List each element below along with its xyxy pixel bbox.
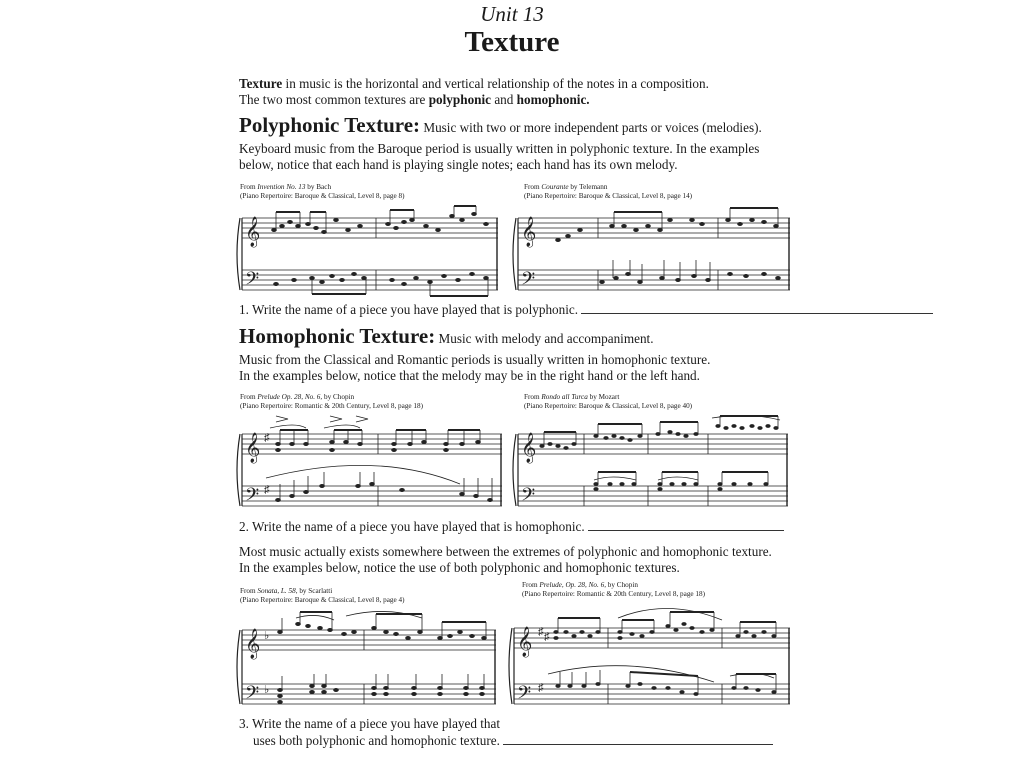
answer-line-2[interactable] [588,529,784,531]
polyphonic-definition: Music with two or more independent parts or voices (melodies). [420,120,762,135]
mixed-body-line2: In the examples below, notice the use of both polyphonic and homophonic textures. [239,560,680,575]
excerpt-caption: From Prelude Op. 28, No. 6, by Chopin [240,393,355,401]
question-2 [239,519,784,535]
homophonic-heading [239,324,654,349]
question-2-text: 2. Write the name of a piece you have played that is homophonic. [239,519,585,534]
svg-text:♭: ♭ [264,684,270,696]
question-3-line2: uses both polyphonic and homophonic texture. [253,733,500,748]
svg-text:𝄞: 𝄞 [245,433,261,462]
excerpt-caption: From Courante by Telemann [524,183,608,191]
question-3-line1: 3. Write the name of a piece you have played that [239,716,501,731]
excerpt-source: (Piano Repertoire: Baroque & Classical, Level 8, page 8) [240,192,405,200]
svg-text:𝄢: 𝄢 [517,682,532,707]
question-1-text: 1. Write the name of a piece you have played that is polyphonic. [239,302,579,317]
svg-text:♯: ♯ [264,484,270,496]
svg-text:𝄞: 𝄞 [517,627,533,656]
excerpt-bach [240,183,404,201]
polyphonic-heading-title: Polyphonic Texture: [239,113,421,137]
excerpt-source: (Piano Repertoire: Baroque & Classical, Level 8, page 14) [524,192,693,200]
excerpt-source: (Piano Repertoire: Romantic & 20th Century, Level 8, page 18) [240,402,423,410]
svg-text:𝄢: 𝄢 [245,484,260,509]
polyphonic-body [239,141,799,173]
excerpt-chopin-2 [522,581,705,599]
answer-line-1[interactable] [581,312,933,314]
score-chopin-2 [508,602,792,714]
polyphonic-body-line1: Keyboard music from the Baroque period is usually written in polyphonic texture. In the examples [239,141,760,156]
excerpt-caption: From Prelude, Op. 28, No. 6, by Chopin [522,581,638,589]
homophonic-body [239,352,799,384]
intro-and: and [491,92,517,107]
excerpt-source: (Piano Repertoire: Romantic & 20th Century, Level 8, page 18) [522,590,705,598]
svg-text:𝄞: 𝄞 [245,629,261,658]
svg-text:♭: ♭ [264,630,270,642]
unit-label: Unit 13 [480,2,544,26]
intro-paragraph [239,76,799,108]
homophonic-definition: Music with melody and accompaniment. [435,331,654,346]
intro-lead: Texture [239,76,283,91]
excerpt-source: (Piano Repertoire: Baroque & Classical, Level 8, page 40) [524,402,693,410]
score-mozart [512,414,790,514]
svg-text:♯: ♯ [544,631,550,643]
excerpt-scarlatti [240,587,404,605]
page-title: Texture [464,26,560,58]
svg-text:𝄢: 𝄢 [521,484,536,509]
score-chopin-1 [236,414,504,514]
svg-text:♯: ♯ [538,626,544,638]
excerpt-caption: From Sonata, L. 58, by Scarlatti [240,587,333,595]
svg-text:𝄢: 𝄢 [245,682,260,707]
excerpt-mozart [524,393,692,411]
polyphonic-body-line2: below, notice that each hand is playing single notes; each hand has its own melody. [239,157,678,172]
question-3 [239,715,773,749]
score-bach [236,208,500,300]
mixed-body [239,544,799,576]
excerpt-telemann [524,183,692,201]
intro-line2: The two most common textures are [239,92,429,107]
intro-line1: in music is the horizontal and vertical relationship of the notes in a composition. [282,76,709,91]
svg-text:𝄞: 𝄞 [245,217,261,246]
svg-text:𝄞: 𝄞 [521,433,537,462]
svg-text:𝄢: 𝄢 [245,268,260,293]
score-telemann [512,208,792,300]
question-1 [239,302,933,318]
intro-homophonic-word: homophonic. [516,92,590,107]
excerpt-caption: From Invention No. 13 by Bach [240,183,332,191]
svg-text:♯: ♯ [538,682,544,694]
excerpt-caption: From Rondo all Turca by Mozart [524,393,620,401]
homophonic-heading-title: Homophonic Texture: [239,324,436,348]
svg-text:𝄞: 𝄞 [521,217,537,246]
mixed-body-line1: Most music actually exists somewhere between the extremes of polyphonic and homophonic texture. [239,544,772,559]
excerpt-source: (Piano Repertoire: Baroque & Classical, Level 8, page 4) [240,596,405,604]
homophonic-body-line2: In the examples below, notice that the melody may be in the right hand or the left hand. [239,368,700,383]
polyphonic-heading [239,113,762,138]
intro-polyphonic-word: polyphonic [428,92,492,107]
score-scarlatti [236,608,498,714]
excerpt-chopin-1 [240,393,423,411]
svg-text:𝄢: 𝄢 [521,268,536,293]
svg-text:♯: ♯ [264,432,270,444]
homophonic-body-line1: Music from the Classical and Romantic periods is usually written in homophonic texture. [239,352,711,367]
answer-line-3[interactable] [503,743,773,745]
